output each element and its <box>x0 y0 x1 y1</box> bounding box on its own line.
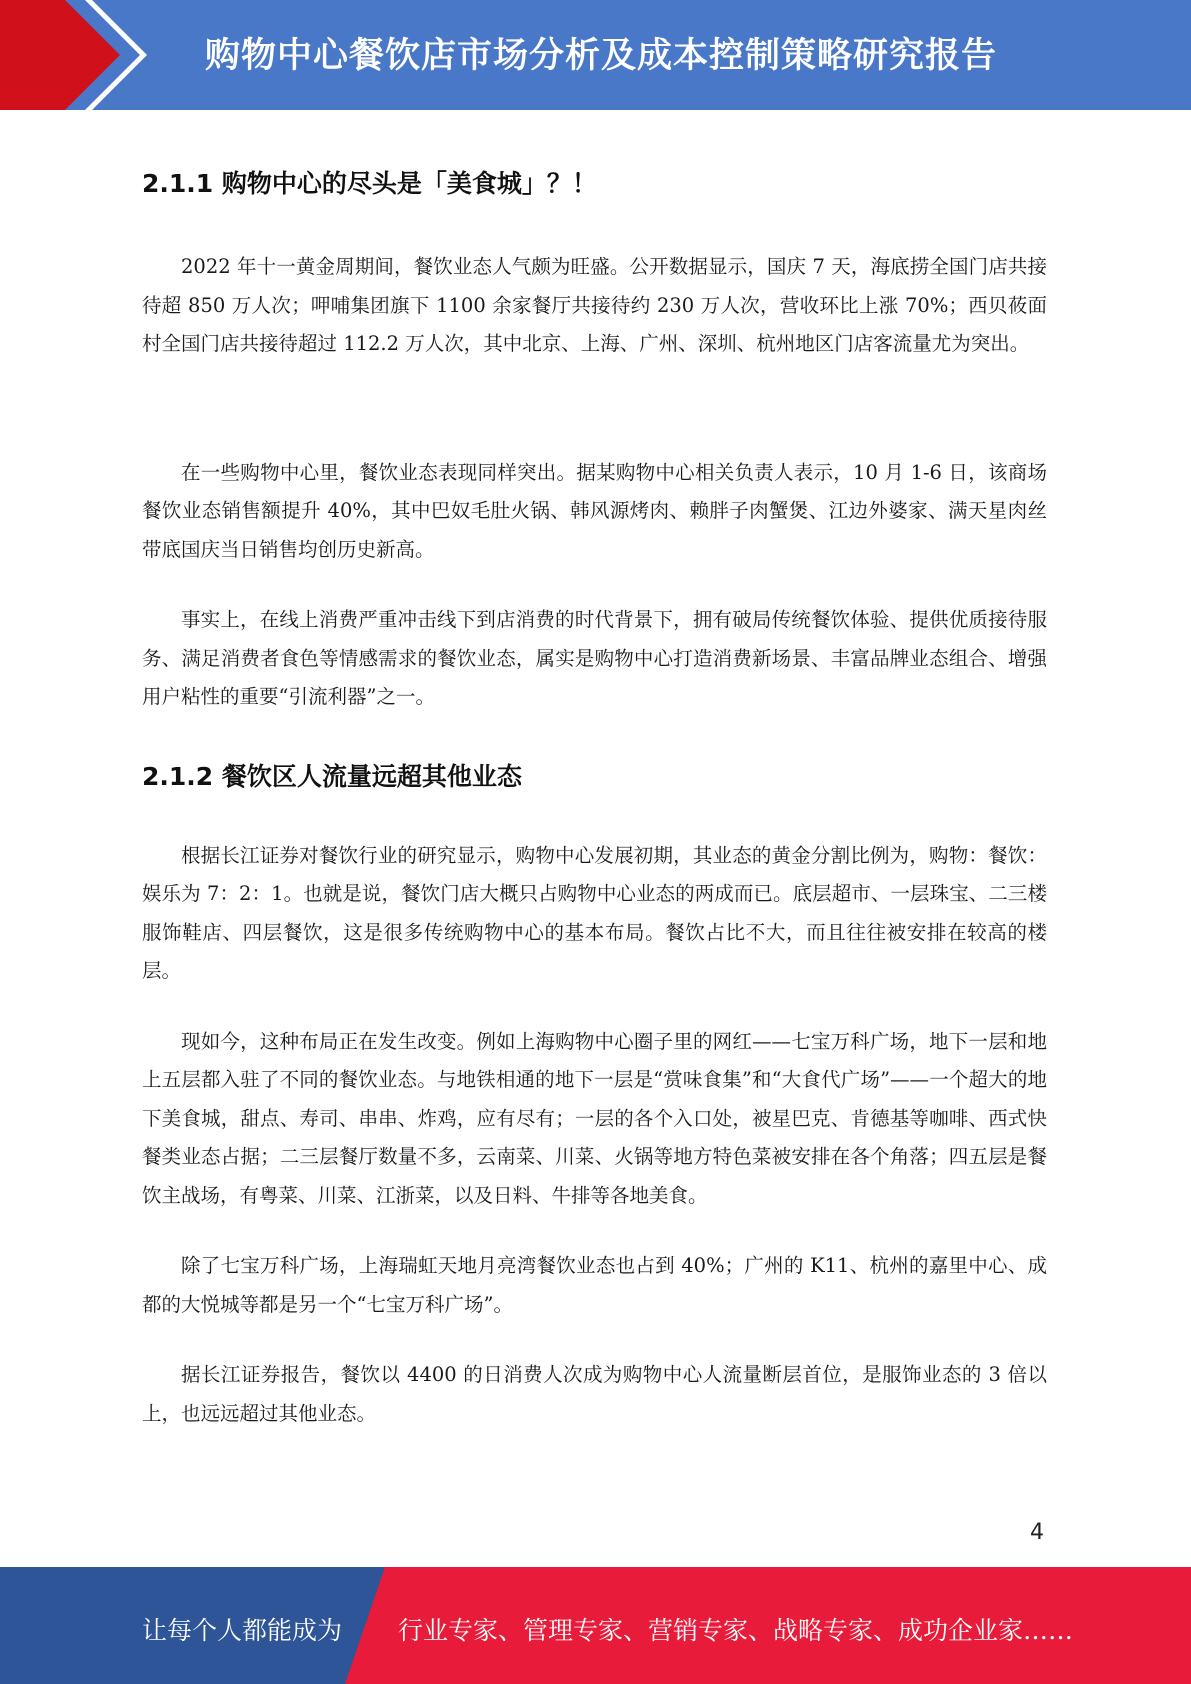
header-chevron-decoration <box>0 0 160 110</box>
section-heading: 2.1.1 购物中心的尽头是「美食城」？！ <box>142 169 597 198</box>
paragraph: 除了七宝万科广场，上海瑞虹天地月亮湾餐饮业态也占到 40%；广州的 K11、杭州的嘉里中心、成都的大悦城等都是另一个“七宝万科广场”。 <box>142 1254 1047 1316</box>
footer-slogan-left: 让每个人都能成为 <box>142 1616 343 1645</box>
page-number: 4 <box>1030 1520 1044 1545</box>
paragraph: 据长江证券报告，餐饮以 4400 的日消费人次成为购物中心人流量断层首位，是服饰业态的 3 倍以上，也远远超过其他业态。 <box>142 1363 1047 1425</box>
document-title: 购物中心餐饮店市场分析及成本控制策略研究报告 <box>205 36 998 76</box>
paragraph: 现如今，这种布局正在发生改变。例如上海购物中心圈子里的网红——七宝万科广场，地下一层和地上五层都入驻了不同的餐饮业态。与地铁相通的地下一层是“赏味食集”和“大食代广场”——一个超大的地下美食城，甜点、寿司、串串、炸鸡，应有尽有；一层的各个入口处，被星巴克、肯德基等咖啡、西式快餐类业态占据；二三层餐厅数量不多，云南菜、川菜、火锅等地方特色菜被安排在各个角落；四五层是餐饮主战场，有粤菜、川菜、江浙菜，以及日料、牛排等各地美食。 <box>142 1029 1047 1207</box>
page-content <box>142 164 1047 1433</box>
paragraph: 在一些购物中心里，餐饮业态表现同样突出。据某购物中心相关负责人表示，10 月 1-6 日，该商场餐饮业态销售额提升 40%，其中巴奴毛肚火锅、韩风源烤肉、赖胖子肉蟹煲、江边外婆家、满天星肉丝带底国庆当日销售均创历史新高。 <box>142 460 1047 561</box>
section-heading: 2.1.2 餐饮区人流量远超其他业态 <box>142 761 522 791</box>
paragraph: 根据长江证券对餐饮行业的研究显示，购物中心发展初期，其业态的黄金分割比例为，购物：餐饮：娱乐为 7：2：1。也就是说，餐饮门店大概只占购物中心业态的两成而已。底层超市、一层珠宝、二三楼服饰鞋店、四层餐饮，这是很多传统购物中心的基本布局。餐饮占比不大，而且往往被安排在较高的楼层。 <box>142 843 1047 982</box>
footer-banner <box>0 1567 1191 1684</box>
footer-slogan-right: 行业专家、管理专家、营销专家、战略专家、成功企业家…… <box>398 1616 1074 1645</box>
paragraph: 事实上，在线上消费严重冲击线下到店消费的时代背景下，拥有破局传统餐饮体验、提供优质接待服务、满足消费者食色等情感需求的餐饮业态，属实是购物中心打造消费新场景、丰富品牌业态组合、增强用户粘性的重要“引流利器”之一。 <box>142 608 1047 708</box>
paragraph: 2022 年十一黄金周期间，餐饮业态人气颇为旺盛。公开数据显示，国庆 7 天，海底捞全国门店共接待超 850 万人次；呷哺集团旗下 1100 余家餐厅共接待约 230 万人次，营收环比上涨 70%；西贝莜面村全国门店共接待超过 112.2 万人次，其中北京、上海、广州、深圳、杭州地区门店客流量尤为突出。 <box>142 255 1047 355</box>
header-banner <box>0 0 1191 110</box>
